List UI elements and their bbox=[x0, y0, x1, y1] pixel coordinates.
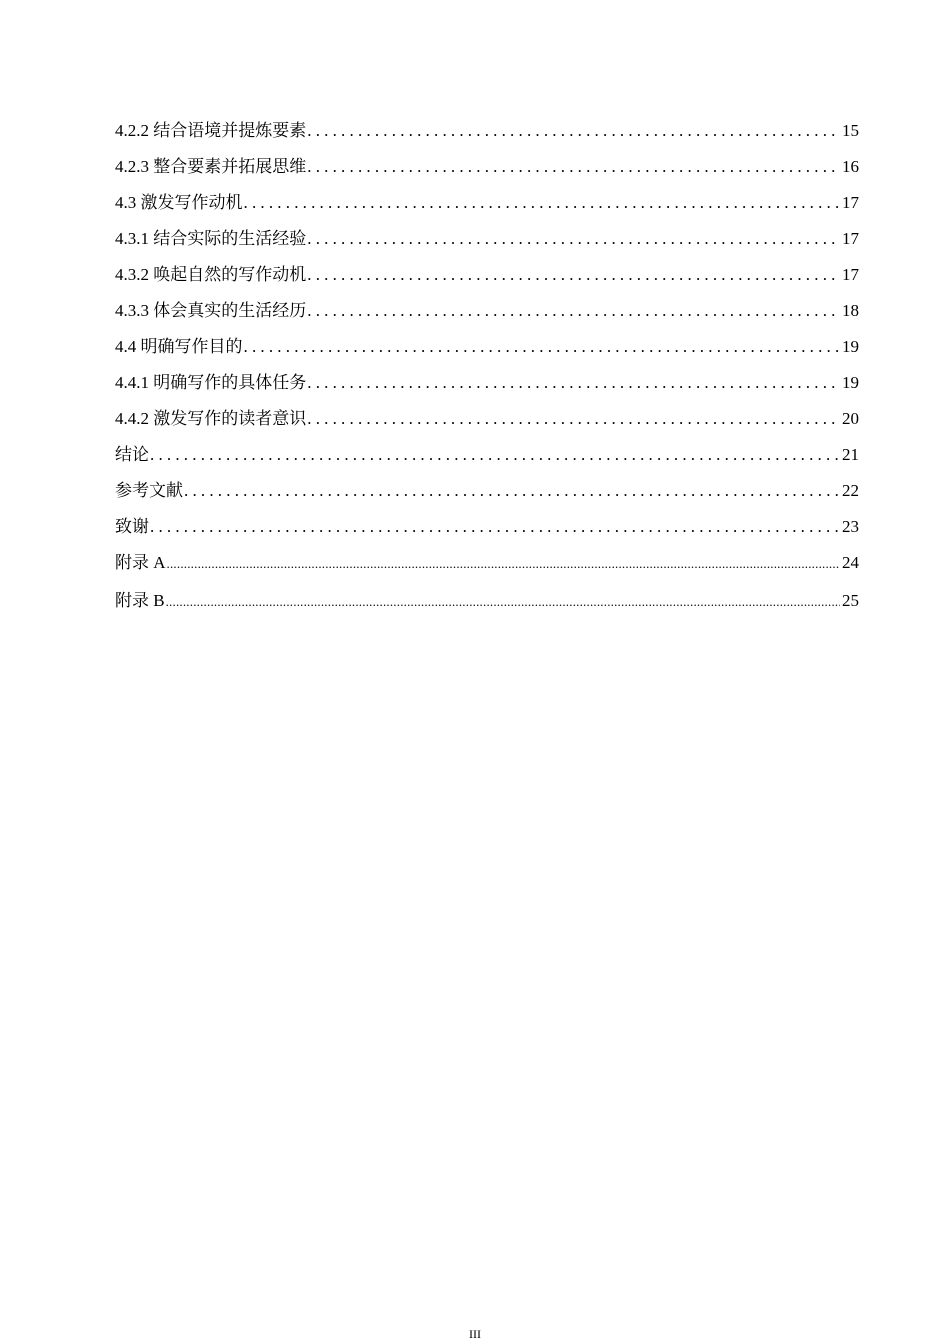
toc-entry-label: 4.2.3 整合要素并拓展思维 bbox=[115, 157, 307, 176]
toc-entry-label: 参考文献 bbox=[115, 481, 183, 500]
toc-entry[interactable] bbox=[115, 257, 859, 293]
page-number: III bbox=[469, 1327, 481, 1341]
table-of-contents bbox=[115, 113, 859, 620]
toc-entry[interactable] bbox=[115, 185, 859, 221]
toc-entry-label: 4.4.2 激发写作的读者意识 bbox=[115, 409, 307, 428]
toc-entry[interactable] bbox=[115, 545, 859, 581]
toc-entry-page: 22 bbox=[842, 481, 859, 500]
toc-entry[interactable] bbox=[115, 437, 859, 473]
toc-leader-dots bbox=[150, 437, 840, 473]
toc-entry-label: 致谢 bbox=[115, 517, 149, 536]
toc-entry-label: 4.3.3 体会真实的生活经历 bbox=[115, 301, 307, 320]
toc-leader-dots bbox=[244, 185, 841, 221]
toc-entry[interactable] bbox=[115, 329, 859, 365]
toc-leader-dots bbox=[167, 546, 840, 582]
toc-entry-page: 21 bbox=[842, 445, 859, 464]
toc-entry[interactable] bbox=[115, 149, 859, 185]
toc-leader-dots bbox=[307, 149, 840, 185]
toc-entry-page: 17 bbox=[842, 229, 859, 248]
toc-entry-label: 4.2.2 结合语境并提炼要素 bbox=[115, 121, 307, 140]
toc-leader-dots bbox=[150, 509, 840, 545]
toc-entry-label: 4.3.2 唤起自然的写作动机 bbox=[115, 265, 307, 284]
toc-leader-dots bbox=[307, 293, 840, 329]
toc-leader-dots bbox=[307, 113, 840, 149]
toc-entry-page: 24 bbox=[842, 553, 859, 572]
toc-entry-label: 4.3 激发写作动机 bbox=[115, 193, 243, 212]
toc-entry-page: 25 bbox=[842, 591, 859, 610]
toc-entry[interactable] bbox=[115, 581, 859, 620]
toc-entry[interactable] bbox=[115, 401, 859, 437]
toc-leader-dots bbox=[244, 329, 841, 365]
toc-entry-page: 15 bbox=[842, 121, 859, 140]
toc-entry-label: 结论 bbox=[115, 445, 149, 464]
toc-entry-page: 16 bbox=[842, 157, 859, 176]
toc-entry[interactable] bbox=[115, 293, 859, 329]
toc-entry[interactable] bbox=[115, 509, 859, 545]
toc-entry[interactable] bbox=[115, 473, 859, 509]
toc-entry[interactable] bbox=[115, 113, 859, 149]
toc-leader-dots bbox=[184, 473, 840, 509]
toc-leader-dots bbox=[307, 221, 840, 257]
toc-entry-page: 17 bbox=[842, 193, 859, 212]
toc-leader-dots bbox=[166, 582, 840, 621]
toc-entry-label: 附录 A bbox=[115, 553, 166, 572]
toc-entry[interactable] bbox=[115, 365, 859, 401]
toc-entry-label: 4.3.1 结合实际的生活经验 bbox=[115, 229, 307, 248]
toc-entry-page: 20 bbox=[842, 409, 859, 428]
toc-entry-page: 17 bbox=[842, 265, 859, 284]
toc-entry-label: 4.4.1 明确写作的具体任务 bbox=[115, 373, 307, 392]
toc-entry-page: 19 bbox=[842, 373, 859, 392]
toc-entry-page: 19 bbox=[842, 337, 859, 356]
toc-entry-page: 23 bbox=[842, 517, 859, 536]
toc-leader-dots bbox=[307, 257, 840, 293]
toc-entry-label: 4.4 明确写作目的 bbox=[115, 337, 243, 356]
toc-entry-label: 附录 B bbox=[115, 591, 165, 610]
toc-entry-page: 18 bbox=[842, 301, 859, 320]
toc-leader-dots bbox=[307, 365, 840, 401]
toc-leader-dots bbox=[307, 401, 840, 437]
toc-entry[interactable] bbox=[115, 221, 859, 257]
